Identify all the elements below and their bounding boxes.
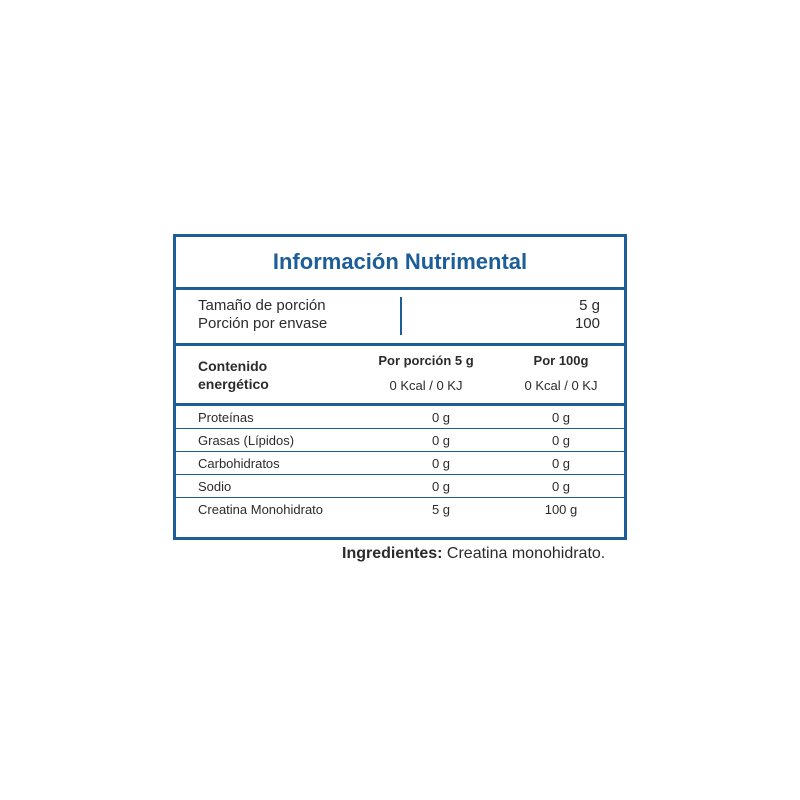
nutrient-per-serving: 0 g <box>431 410 451 425</box>
nutrient-per-serving: 5 g <box>431 502 451 517</box>
ingredients-line <box>342 545 605 563</box>
table-row <box>176 452 624 475</box>
ingredients-label: Ingredientes: <box>342 545 443 562</box>
serving-divider <box>176 343 624 346</box>
table-row <box>176 406 624 429</box>
title-divider <box>176 287 624 290</box>
serving-size-label: Tamaño de porción <box>198 297 326 314</box>
nutrient-per-100g: 0 g <box>551 479 571 494</box>
servings-per-container-label: Porción por envase <box>198 315 328 332</box>
ingredients-text: Creatina monohidrato. <box>446 545 606 562</box>
nutrient-name: Grasas (Lípidos) <box>198 433 295 448</box>
per-100g-header: Por 100g <box>533 353 589 368</box>
per-serving-header: Por porción 5 g <box>378 353 474 368</box>
table-row <box>176 498 624 521</box>
serving-size-value: 5 g <box>579 297 600 314</box>
serving-values <box>575 297 600 333</box>
table-row <box>176 475 624 498</box>
serving-labels <box>198 297 327 333</box>
servings-per-container-value: 100 <box>574 315 600 332</box>
nutrient-per-100g: 0 g <box>551 456 571 471</box>
nutrient-per-serving: 0 g <box>431 456 451 471</box>
energy-per-100g: 0 Kcal / 0 KJ <box>524 378 598 393</box>
energy-label-line2: energético <box>198 376 269 392</box>
energy-label-line1: Contenido <box>198 358 268 374</box>
energy-label <box>198 357 269 393</box>
nutrient-per-serving: 0 g <box>431 433 451 448</box>
energy-per-serving: 0 Kcal / 0 KJ <box>389 378 463 393</box>
nutrient-per-100g: 0 g <box>551 410 571 425</box>
nutrient-per-serving: 0 g <box>431 479 451 494</box>
nutrient-name: Proteínas <box>198 410 254 425</box>
nutrition-label <box>173 234 627 540</box>
nutrient-name: Carbohidratos <box>198 456 280 471</box>
label-title: Información Nutrimental <box>272 249 528 274</box>
nutrient-name: Sodio <box>198 479 232 494</box>
nutrient-name: Creatina Monohidrato <box>198 502 324 517</box>
serving-separator <box>400 297 402 335</box>
nutrient-per-100g: 0 g <box>551 433 571 448</box>
nutrient-per-100g: 100 g <box>544 502 578 517</box>
table-row <box>176 429 624 452</box>
